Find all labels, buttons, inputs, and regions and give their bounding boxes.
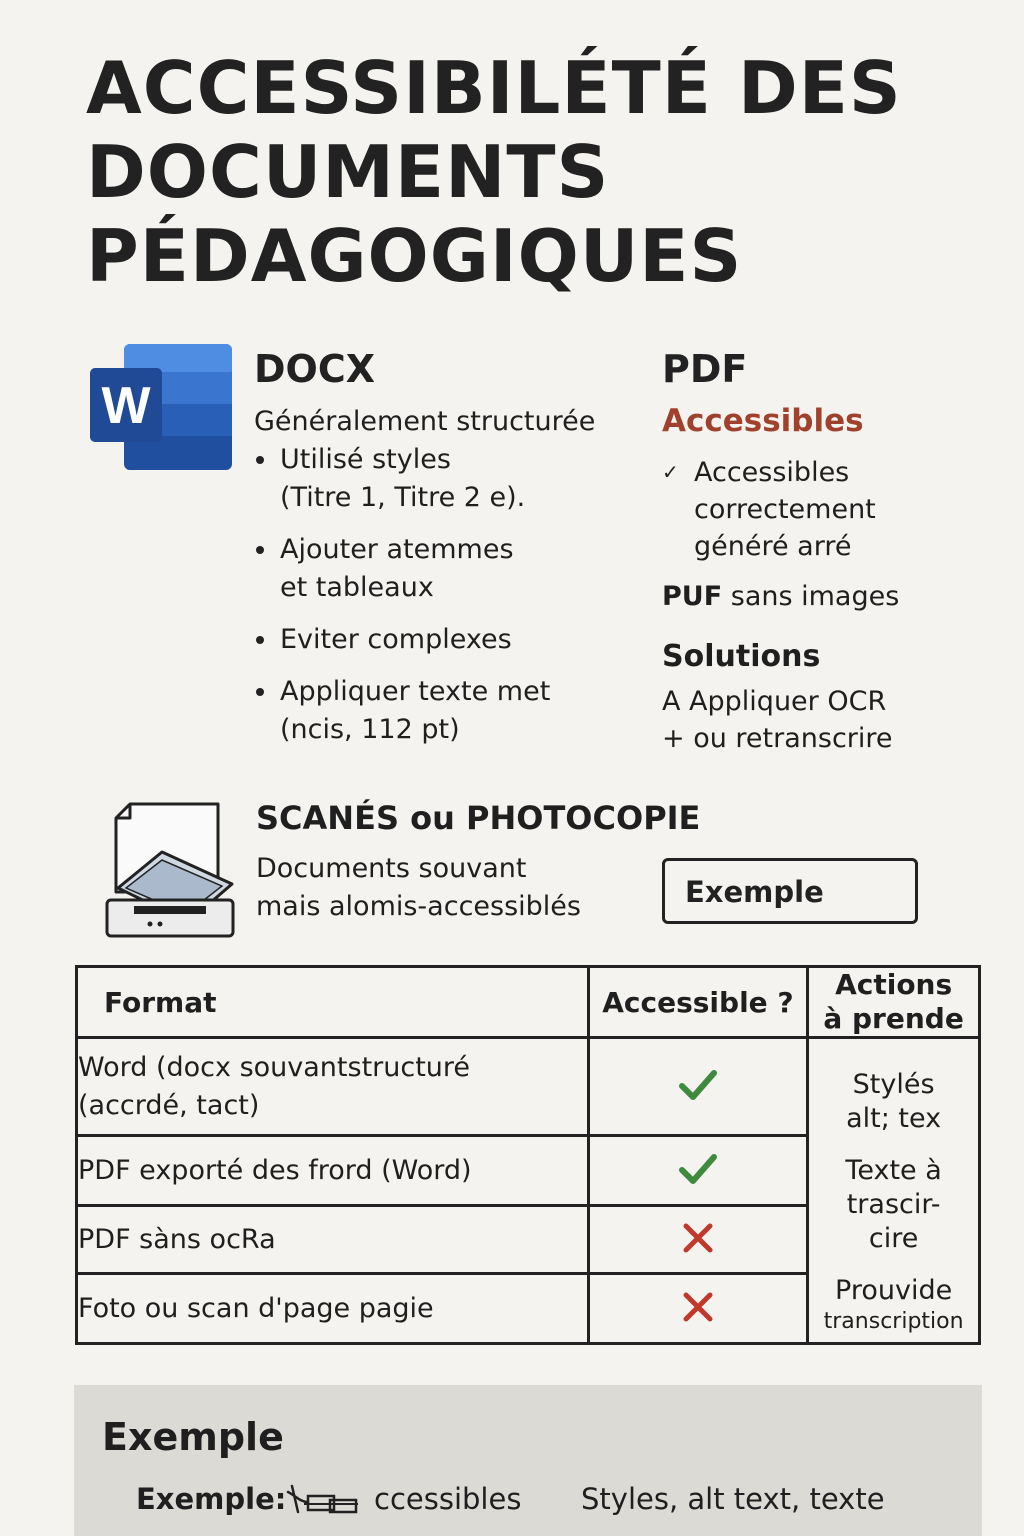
- title-line-3: PÉDAGOGIQUES: [86, 214, 743, 298]
- scanner-icon: [104, 800, 238, 940]
- example-label: Exemple:: [136, 1482, 287, 1516]
- action-item: Texte à trascir- cire: [845, 1154, 942, 1254]
- accessible-cell: [588, 1206, 808, 1274]
- list-item: Ajouter atemmes et tableaux: [254, 531, 634, 607]
- col-header-actions: Actions à prende: [808, 967, 980, 1038]
- format-cell: Foto ou scan d'page pagie: [77, 1274, 589, 1344]
- checkmark-icon: [678, 1152, 718, 1186]
- title-line-1: ACCESSIBILÉTÉ DES: [86, 46, 902, 130]
- example-text: ccessibles: [374, 1482, 522, 1516]
- scan-heading: SCANÉS ou PHOTOCOPIE: [256, 799, 701, 837]
- list-item: Appliquer texte met (ncis, 112 pt): [254, 673, 634, 749]
- action-item: Stylés alt; tex: [846, 1068, 942, 1134]
- list-item: Eviter complexes: [254, 621, 634, 659]
- accessible-cell: [588, 1136, 808, 1206]
- pdf-no-images: PUF sans images: [662, 581, 900, 612]
- pdf-section: [662, 345, 1002, 757]
- example-right-text: Styles, alt text, texte: [581, 1482, 885, 1516]
- checkmark-icon: [678, 1068, 718, 1102]
- title-line-2: DOCUMENTS: [86, 130, 610, 214]
- solutions-heading: Solutions: [662, 639, 821, 674]
- example-heading: Exemple: [102, 1415, 284, 1459]
- cross-icon: [681, 1290, 715, 1324]
- accessible-cell: [588, 1038, 808, 1136]
- docx-heading: DOCX: [254, 347, 376, 391]
- example-panel: [74, 1385, 982, 1536]
- docx-section: [254, 345, 634, 763]
- format-cell: PDF exporté des frord (Word): [77, 1136, 589, 1206]
- docx-intro: Généralement structurée: [254, 406, 596, 437]
- col-header-format: Format: [77, 967, 589, 1038]
- pdf-heading: PDF: [662, 347, 748, 391]
- pdf-check-item: ✓ Accessibles correctement généré arré: [662, 454, 1002, 565]
- scanner-sketch-icon: [286, 1482, 360, 1518]
- format-cell: PDF sàns ocRa: [77, 1206, 589, 1274]
- accessible-cell: [588, 1274, 808, 1344]
- scan-text: Documents souvant mais alomis-accessiblés: [256, 853, 581, 922]
- table-row: [77, 1038, 980, 1136]
- format-cell: Word (docx souvantstructuré (accrdé, tact): [77, 1038, 589, 1136]
- checkmark-icon: ✓: [662, 460, 679, 484]
- page-title: [86, 46, 986, 298]
- pdf-status: Accessibles: [662, 403, 864, 439]
- example-button[interactable]: Exemple: [662, 858, 918, 924]
- svg-text:W: W: [101, 377, 151, 435]
- action-item: Prouvide transcription: [823, 1274, 964, 1334]
- cross-icon: [681, 1221, 715, 1255]
- word-document-icon: [90, 344, 232, 470]
- solutions-text: A Appliquer OCR + ou retranscrire: [662, 686, 893, 754]
- format-table: [75, 965, 981, 1345]
- list-item: Utilisé styles (Titre 1, Titre 2 e).: [254, 441, 634, 517]
- table-header-row: [77, 967, 980, 1038]
- actions-cell: [808, 1038, 980, 1344]
- col-header-accessible: Accessible ?: [588, 967, 808, 1038]
- docx-bullet-list: [254, 441, 634, 749]
